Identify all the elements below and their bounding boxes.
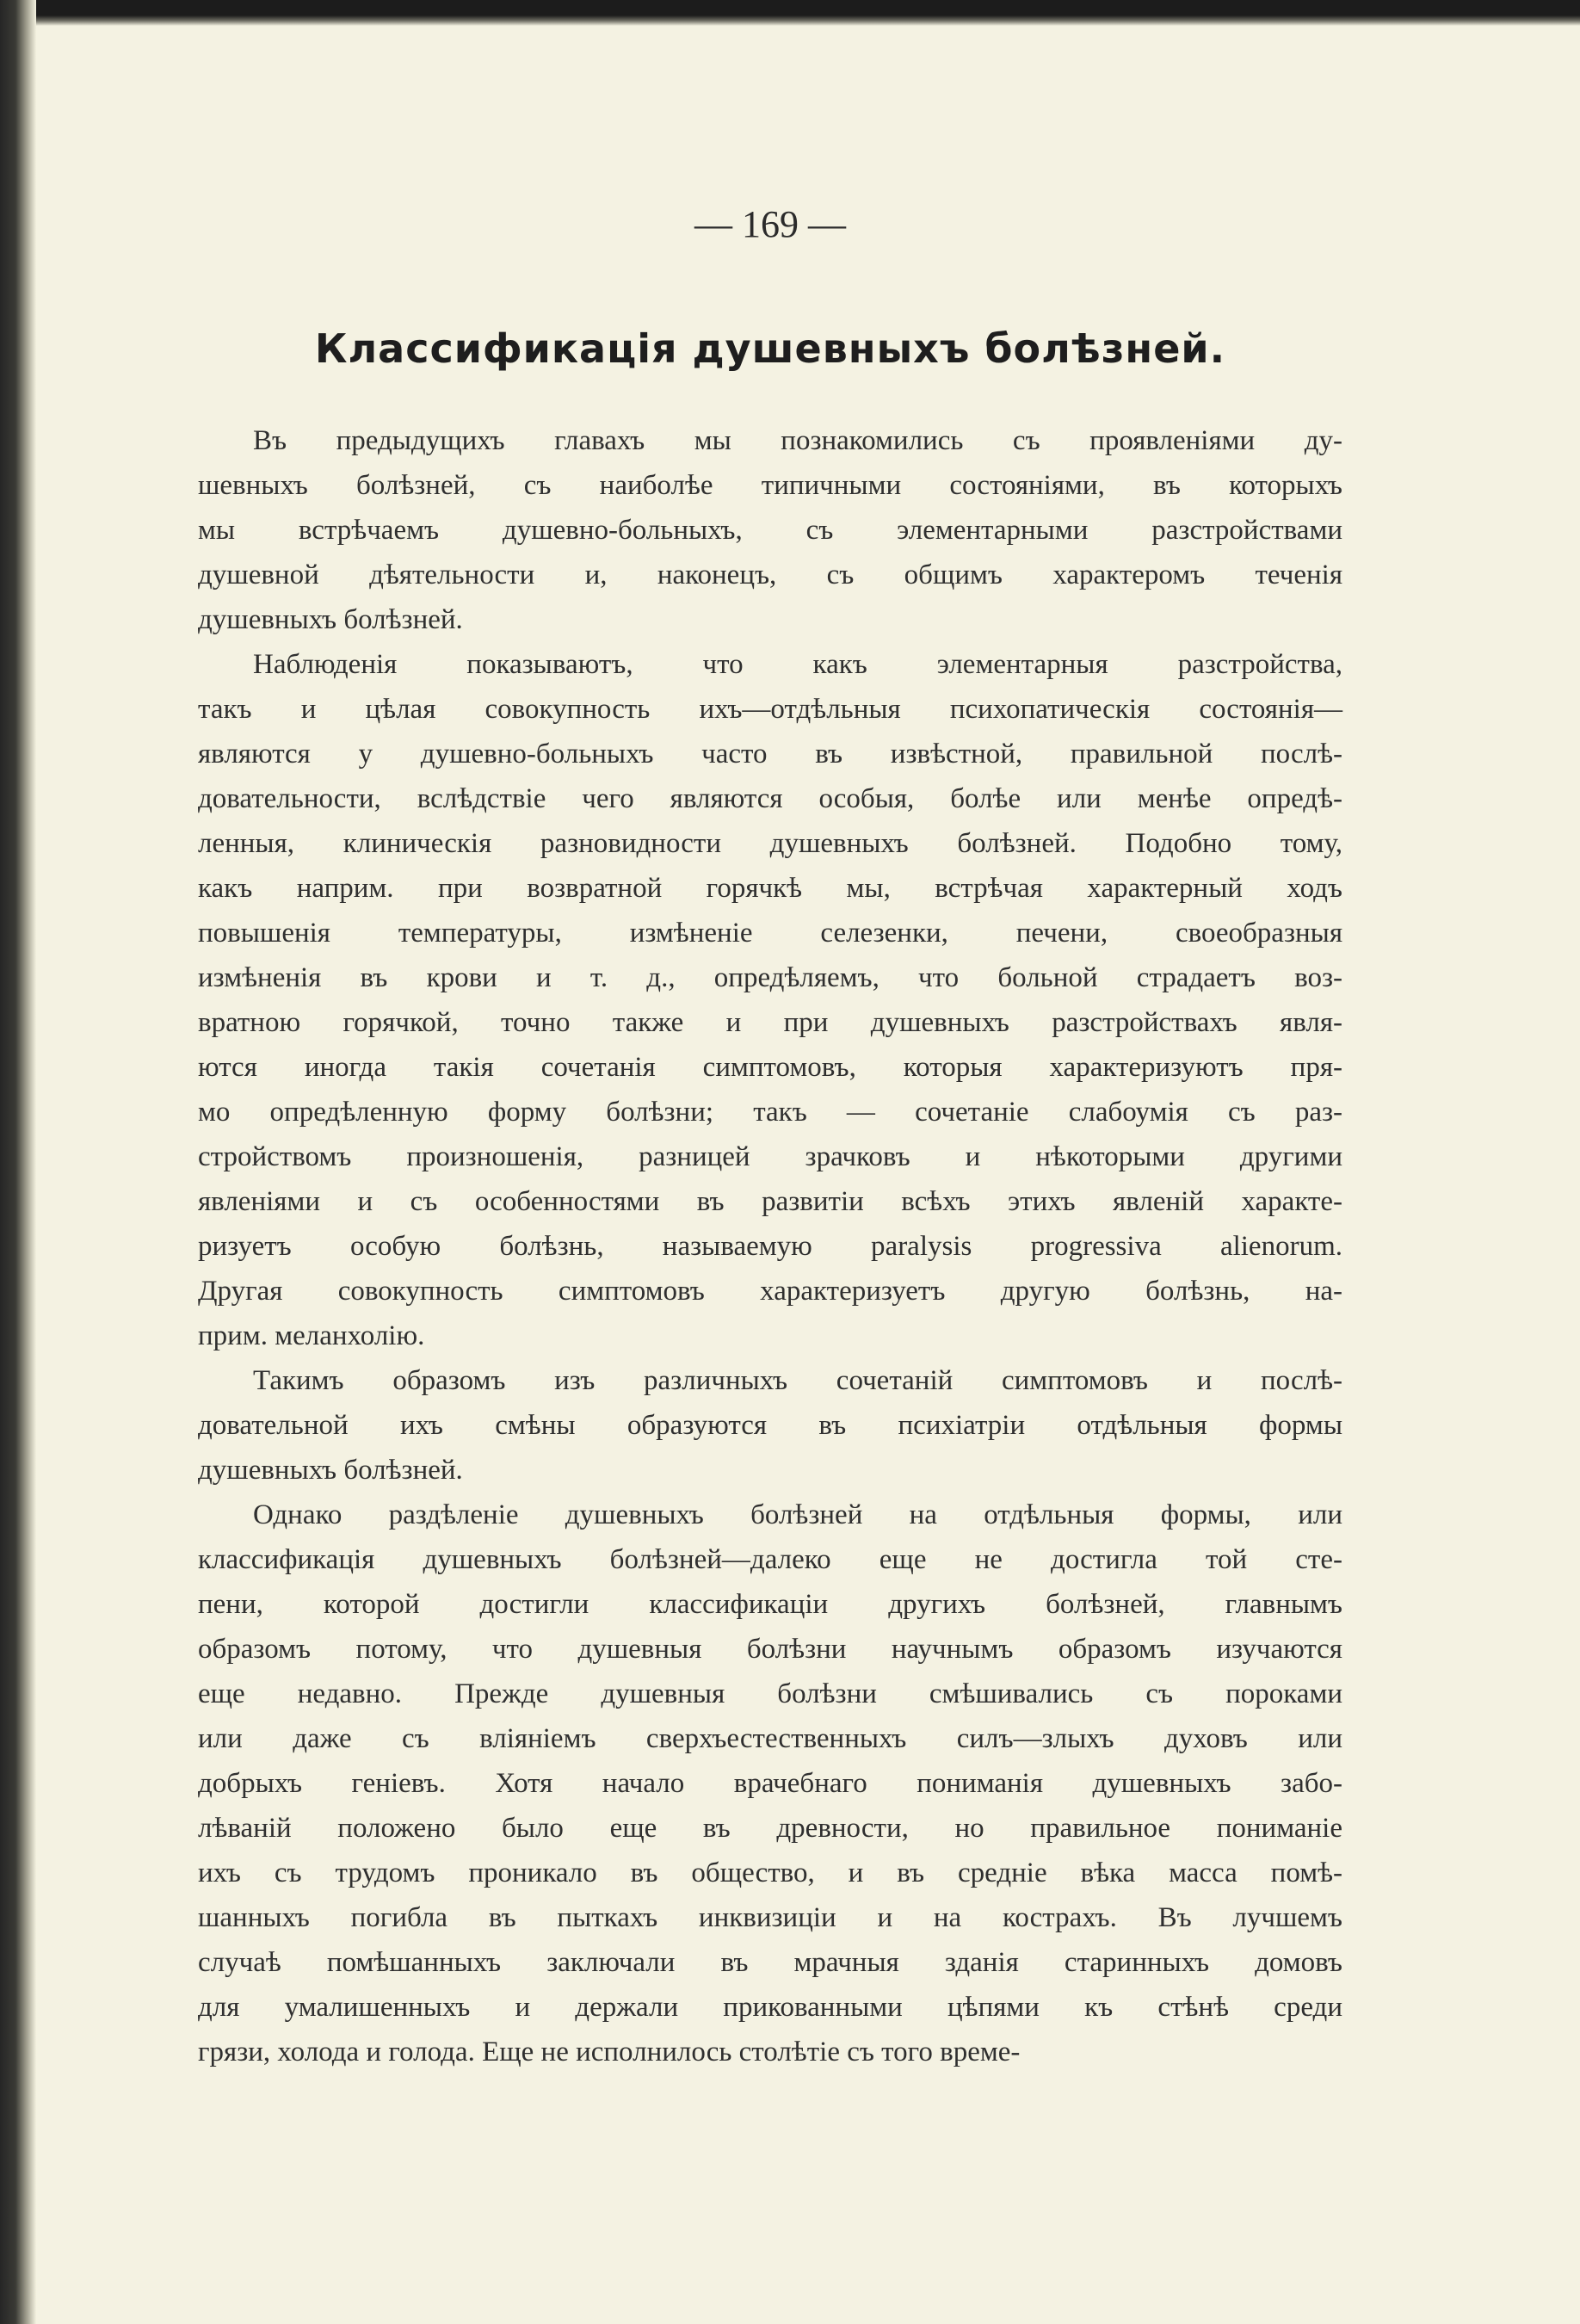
text-line: Такимъ образомъ изъ различныхъ сочетаній симптомовъ и послѣ- xyxy=(253,1365,1342,1396)
text-line: какъ наприм. при возвратной горячкѣ мы, встрѣчая характерный ходъ xyxy=(198,873,1342,904)
text-line: случаѣ помѣшанныхъ заключали въ мрачныя зданія старинныхъ домовъ xyxy=(198,1947,1342,1978)
text-line: явленіями и съ особенностями въ развитіи всѣхъ этихъ явленій характе- xyxy=(198,1186,1342,1217)
text-line: измѣненія въ крови и т. д., опредѣляемъ, что больной страдаетъ воз- xyxy=(198,962,1342,993)
text-line: душевныхъ болѣзней. xyxy=(198,1455,463,1486)
text-line: довательности, вслѣдствіе чего являются особыя, болѣе или менѣе опредѣ- xyxy=(198,783,1342,814)
text-line: такъ и цѣлая совокупность ихъ—отдѣльныя психопатическія состоянія— xyxy=(198,694,1342,725)
scan-left-edge xyxy=(0,0,36,2324)
text-line: вратною горячкой, точно также и при душевныхъ разстройствахъ явля- xyxy=(198,1007,1342,1038)
text-line: мы встрѣчаемъ душевно-больныхъ, съ элементарными разстройствами xyxy=(198,515,1342,546)
text-line: грязи, холода и голода. Еще не исполнилось столѣтіе съ того време- xyxy=(198,2037,1021,2067)
text-line: образомъ потому, что душевныя болѣзни научнымъ образомъ изучаются xyxy=(198,1634,1342,1665)
text-line: добрыхъ геніевъ. Хотя начало врачебнаго пониманія душевныхъ забо- xyxy=(198,1768,1342,1799)
text-line: ются иногда такія сочетанія симптомовъ, которыя характеризуютъ пря- xyxy=(198,1052,1342,1083)
text-line: пени, которой достигли классификаціи другихъ болѣзней, главнымъ xyxy=(198,1589,1342,1620)
text-line: шевныхъ болѣзней, съ наиболѣе типичными состояніями, въ которыхъ xyxy=(198,470,1342,501)
text-line: стройствомъ произношенія, разницей зрачковъ и нѣкоторыми другими xyxy=(198,1141,1342,1172)
chapter-heading: Классификація душевныхъ болѣзней. xyxy=(314,325,1226,372)
text-line: мо опредѣленную форму болѣзни; такъ — сочетаніе слабоумія съ раз- xyxy=(198,1097,1342,1128)
paragraph xyxy=(198,1358,1342,1493)
text-line: повышенія температуры, измѣненіе селезенки, печени, своеобразныя xyxy=(198,918,1342,949)
text-line: душевной дѣятельности и, наконецъ, съ общимъ характеромъ теченія xyxy=(198,559,1342,590)
scan-top-edge xyxy=(0,0,1580,26)
text-line: Другая совокупность симптомовъ характеризуетъ другую болѣзнь, на- xyxy=(198,1276,1342,1307)
text-line: довательной ихъ смѣны образуются въ психіатріи отдѣльныя формы xyxy=(198,1410,1342,1441)
text-line: лѣваній положено было еще въ древности, но правильное пониманіе xyxy=(198,1813,1342,1844)
page-number: — 169 — xyxy=(694,203,846,245)
text-line: ихъ съ трудомъ проникало въ общество, и въ средніе вѣка масса помѣ- xyxy=(198,1857,1342,1888)
text-line: Въ предыдущихъ главахъ мы познакомились съ проявленіями ду- xyxy=(253,425,1342,456)
text-line: шанныхъ погибла въ пыткахъ инквизиціи и на кострахъ. Въ лучшемъ xyxy=(198,1902,1342,1933)
text-line: ленныя, клиническія разновидности душевныхъ болѣзней. Подобно тому, xyxy=(198,828,1342,859)
text-line: или даже съ вліяніемъ сверхъестественныхъ силъ—злыхъ духовъ или xyxy=(198,1723,1342,1754)
paragraph xyxy=(198,418,1342,642)
paragraph xyxy=(198,1493,1342,2074)
text-line: классификація душевныхъ болѣзней—далеко еще не достигла той сте- xyxy=(198,1544,1342,1575)
text-line: ризуетъ особую болѣзнь, называемую paralysis progressiva alienorum. xyxy=(198,1231,1342,1262)
text-line: Однако раздѣленіе душевныхъ болѣзней на отдѣльныя формы, или xyxy=(253,1499,1342,1530)
text-line: душевныхъ болѣзней. xyxy=(198,604,463,635)
text-line: Наблюденія показываютъ, что какъ элементарныя разстройства, xyxy=(253,649,1342,680)
text-line: прим. меланхолію. xyxy=(198,1320,425,1351)
body-text xyxy=(198,418,1342,2074)
paragraph xyxy=(198,642,1342,1358)
text-line: являются у душевно-больныхъ часто въ извѣстной, правильной послѣ- xyxy=(198,739,1342,770)
text-line: еще недавно. Прежде душевныя болѣзни смѣшивались съ пороками xyxy=(198,1678,1342,1709)
text-line: для умалишенныхъ и держали прикованными цѣпями къ стѣнѣ среди xyxy=(198,1992,1342,2023)
